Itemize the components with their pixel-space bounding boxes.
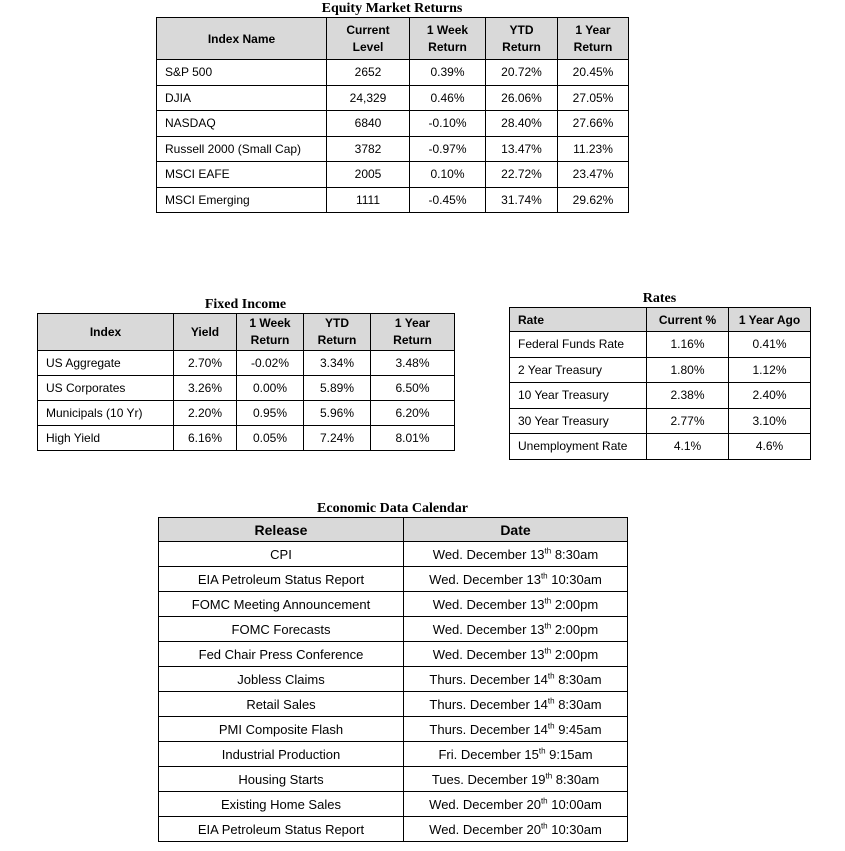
calendar-date-time: 9:15am [545, 746, 593, 762]
fixed-income-table [37, 313, 455, 451]
fixed-ytd-return: 3.34% [304, 351, 371, 376]
equity-1-week-return: 0.39% [410, 60, 486, 86]
equity-1-week-return: -0.97% [410, 136, 486, 162]
equity-1-year-return: 29.62% [558, 187, 629, 213]
table-row [159, 767, 628, 792]
fixed-yield: 6.16% [174, 426, 237, 451]
equity-current-level: 2652 [327, 60, 410, 86]
equity-current-level: 24,329 [327, 85, 410, 111]
calendar-date-ordinal: th [547, 696, 555, 706]
calendar-date-ordinal: th [544, 546, 552, 556]
table-row [159, 742, 628, 767]
calendar-date-day: Wed. December 13 [432, 621, 545, 637]
rates-title: Rates [642, 291, 677, 306]
rate-name: 10 Year Treasury [510, 383, 647, 409]
equity-index-name: DJIA [157, 85, 327, 111]
equity-table [156, 17, 629, 213]
rate-current: 1.16% [647, 332, 729, 358]
calendar-date-ordinal: th [547, 671, 555, 681]
calendar-date-ordinal: th [540, 571, 548, 581]
fixed-income-title: Fixed Income [204, 297, 287, 312]
table-row [157, 85, 629, 111]
calendar-release: Existing Home Sales [159, 792, 404, 817]
equity-header-current-level: Current Level [327, 18, 410, 60]
equity-ytd-return: 26.06% [486, 85, 558, 111]
equity-index-name: S&P 500 [157, 60, 327, 86]
table-row [159, 792, 628, 817]
fixed-header-1-year-return: 1 Year Return [371, 314, 455, 351]
equity-1-year-return: 23.47% [558, 162, 629, 188]
table-row [510, 408, 811, 434]
fixed-1-year-return: 8.01% [371, 426, 455, 451]
calendar-date-time: 8:30am [552, 771, 600, 787]
rates-header-row [510, 308, 811, 332]
equity-ytd-return: 31.74% [486, 187, 558, 213]
equity-1-week-return: -0.10% [410, 111, 486, 137]
calendar-release: EIA Petroleum Status Report [159, 567, 404, 592]
equity-index-name: MSCI Emerging [157, 187, 327, 213]
calendar-date-time: 10:30am [547, 571, 602, 587]
rates-section [509, 290, 810, 460]
rate-name: 2 Year Treasury [510, 357, 647, 383]
calendar-date-day: Wed. December 13 [432, 646, 545, 662]
rates-header-current: Current % [647, 308, 729, 332]
fixed-header-yield: Yield [174, 314, 237, 351]
calendar-date-day: Wed. December 20 [429, 821, 541, 837]
equity-index-name: Russell 2000 (Small Cap) [157, 136, 327, 162]
calendar-date-ordinal: th [540, 821, 548, 831]
calendar-date-time: 2:00pm [551, 621, 599, 637]
rates-header-year-ago: 1 Year Ago [729, 308, 811, 332]
table-row [159, 592, 628, 617]
calendar-date-ordinal: th [538, 746, 546, 756]
equity-index-name: MSCI EAFE [157, 162, 327, 188]
calendar-date-day: Fri. December 15 [438, 746, 539, 762]
calendar-date-day: Tues. December 19 [431, 771, 546, 787]
fixed-index-name: Municipals (10 Yr) [38, 401, 174, 426]
table-row [159, 567, 628, 592]
table-row [510, 383, 811, 409]
equity-1-year-return: 20.45% [558, 60, 629, 86]
fixed-index-name: US Corporates [38, 376, 174, 401]
fixed-yield: 2.20% [174, 401, 237, 426]
calendar-date-time: 8:30am [551, 546, 599, 562]
calendar-date [404, 792, 628, 817]
equity-header-row [157, 18, 629, 60]
equity-header-ytd-return: YTD Return [486, 18, 558, 60]
table-row [38, 376, 455, 401]
table-row [157, 162, 629, 188]
calendar-date-time: 8:30am [554, 671, 602, 687]
fixed-income-header-row [38, 314, 455, 351]
equity-current-level: 1111 [327, 187, 410, 213]
calendar-date [404, 742, 628, 767]
fixed-1-week-return: 0.95% [237, 401, 304, 426]
calendar-date-time: 2:00pm [551, 646, 599, 662]
calendar-date-day: Thurs. December 14 [429, 671, 548, 687]
fixed-yield: 3.26% [174, 376, 237, 401]
equity-index-name: NASDAQ [157, 111, 327, 137]
table-row [38, 351, 455, 376]
table-row [159, 617, 628, 642]
calendar-date-day: Thurs. December 14 [429, 721, 548, 737]
calendar-date-ordinal: th [544, 646, 552, 656]
table-row [159, 817, 628, 842]
calendar-date [404, 692, 628, 717]
fixed-header-1-week-return: 1 Week Return [237, 314, 304, 351]
fixed-income-section [37, 296, 454, 451]
calendar-date-day: Thurs. December 14 [429, 696, 548, 712]
rate-year-ago: 3.10% [729, 408, 811, 434]
calendar-date [404, 817, 628, 842]
calendar-release: Fed Chair Press Conference [159, 642, 404, 667]
equity-1-week-return: 0.46% [410, 85, 486, 111]
table-row [157, 187, 629, 213]
equity-1-year-return: 27.05% [558, 85, 629, 111]
fixed-ytd-return: 5.89% [304, 376, 371, 401]
table-row [38, 401, 455, 426]
equity-current-level: 3782 [327, 136, 410, 162]
equity-ytd-return: 20.72% [486, 60, 558, 86]
calendar-date-time: 10:00am [547, 796, 602, 812]
equity-1-week-return: -0.45% [410, 187, 486, 213]
equity-market-returns-section [156, 0, 628, 213]
table-row [159, 717, 628, 742]
calendar-table [158, 517, 628, 842]
fixed-1-week-return: 0.05% [237, 426, 304, 451]
fixed-1-week-return: 0.00% [237, 376, 304, 401]
fixed-1-week-return: -0.02% [237, 351, 304, 376]
table-row [510, 332, 811, 358]
fixed-yield: 2.70% [174, 351, 237, 376]
table-row [159, 667, 628, 692]
equity-ytd-return: 22.72% [486, 162, 558, 188]
calendar-date [404, 617, 628, 642]
rates-table [509, 307, 811, 460]
table-row [510, 434, 811, 460]
equity-ytd-return: 13.47% [486, 136, 558, 162]
fixed-index-name: US Aggregate [38, 351, 174, 376]
calendar-release: Retail Sales [159, 692, 404, 717]
rate-year-ago: 0.41% [729, 332, 811, 358]
calendar-date-day: Wed. December 20 [429, 796, 541, 812]
fixed-1-year-return: 6.50% [371, 376, 455, 401]
table-row [157, 111, 629, 137]
fixed-1-year-return: 3.48% [371, 351, 455, 376]
table-row [159, 692, 628, 717]
calendar-release: Industrial Production [159, 742, 404, 767]
table-row [157, 60, 629, 86]
calendar-date [404, 567, 628, 592]
calendar-date-ordinal: th [544, 596, 552, 606]
rate-year-ago: 1.12% [729, 357, 811, 383]
calendar-date-ordinal: th [545, 771, 553, 781]
equity-1-year-return: 27.66% [558, 111, 629, 137]
rate-year-ago: 2.40% [729, 383, 811, 409]
table-row [38, 426, 455, 451]
equity-current-level: 6840 [327, 111, 410, 137]
economic-calendar-section [158, 500, 627, 842]
rates-header-rate: Rate [510, 308, 647, 332]
fixed-ytd-return: 7.24% [304, 426, 371, 451]
table-row [510, 357, 811, 383]
equity-current-level: 2005 [327, 162, 410, 188]
rate-name: Unemployment Rate [510, 434, 647, 460]
rate-current: 4.1% [647, 434, 729, 460]
calendar-date-day: Wed. December 13 [432, 546, 545, 562]
calendar-header-date: Date [404, 518, 628, 542]
calendar-date [404, 767, 628, 792]
calendar-date-time: 9:45am [554, 721, 602, 737]
rate-year-ago: 4.6% [729, 434, 811, 460]
calendar-date [404, 542, 628, 567]
calendar-date-ordinal: th [547, 721, 555, 731]
calendar-date [404, 592, 628, 617]
equity-header-index-name: Index Name [157, 18, 327, 60]
rate-current: 1.80% [647, 357, 729, 383]
calendar-date-day: Wed. December 13 [429, 571, 541, 587]
calendar-date [404, 717, 628, 742]
calendar-release: CPI [159, 542, 404, 567]
rate-name: 30 Year Treasury [510, 408, 647, 434]
equity-header-1-week-return: 1 Week Return [410, 18, 486, 60]
rate-current: 2.38% [647, 383, 729, 409]
calendar-header-row [159, 518, 628, 542]
equity-1-year-return: 11.23% [558, 136, 629, 162]
calendar-date-time: 10:30am [547, 821, 602, 837]
calendar-date-time: 8:30am [554, 696, 602, 712]
calendar-release: FOMC Forecasts [159, 617, 404, 642]
table-row [157, 136, 629, 162]
calendar-title: Economic Data Calendar [317, 501, 468, 516]
rate-current: 2.77% [647, 408, 729, 434]
calendar-release: EIA Petroleum Status Report [159, 817, 404, 842]
fixed-ytd-return: 5.96% [304, 401, 371, 426]
fixed-header-index: Index [38, 314, 174, 351]
rate-name: Federal Funds Rate [510, 332, 647, 358]
fixed-1-year-return: 6.20% [371, 401, 455, 426]
calendar-date-day: Wed. December 13 [432, 596, 545, 612]
fixed-index-name: High Yield [38, 426, 174, 451]
calendar-release: Jobless Claims [159, 667, 404, 692]
calendar-date [404, 642, 628, 667]
calendar-date [404, 667, 628, 692]
fixed-header-ytd-return: YTD Return [304, 314, 371, 351]
calendar-header-release: Release [159, 518, 404, 542]
calendar-release: FOMC Meeting Announcement [159, 592, 404, 617]
table-row [159, 642, 628, 667]
equity-table-title: Equity Market Returns [321, 1, 463, 16]
equity-header-1-year-return: 1 Year Return [558, 18, 629, 60]
calendar-date-ordinal: th [540, 796, 548, 806]
calendar-release: PMI Composite Flash [159, 717, 404, 742]
calendar-date-time: 2:00pm [551, 596, 599, 612]
equity-1-week-return: 0.10% [410, 162, 486, 188]
calendar-release: Housing Starts [159, 767, 404, 792]
table-row [159, 542, 628, 567]
calendar-date-ordinal: th [544, 621, 552, 631]
equity-ytd-return: 28.40% [486, 111, 558, 137]
